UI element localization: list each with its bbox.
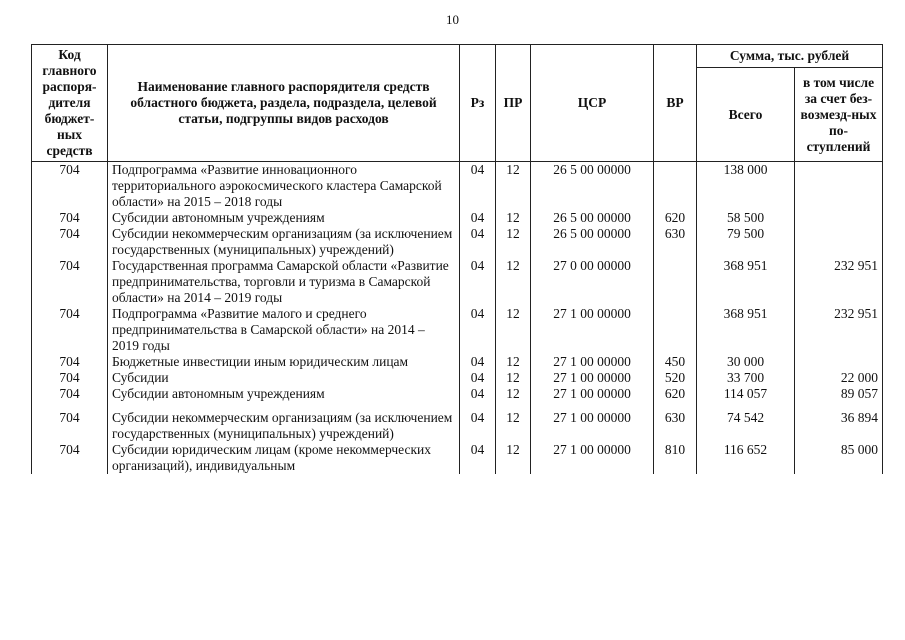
row-incl: 22 000 xyxy=(795,370,883,386)
table-row xyxy=(32,370,883,386)
row-csr: 26 5 00 00000 xyxy=(531,162,654,211)
row-csr: 27 1 00 00000 xyxy=(531,306,654,354)
row-csr: 27 0 00 00000 xyxy=(531,258,654,306)
row-incl xyxy=(795,162,883,211)
row-total: 58 500 xyxy=(697,210,795,226)
header-sum-group: Сумма, тыс. рублей xyxy=(697,45,883,68)
row-name: Субсидии некоммерческим организациям (за исключением государственных (муниципальных) учреждений) xyxy=(108,402,460,442)
row-vr: 630 xyxy=(654,226,697,258)
row-pr: 12 xyxy=(496,442,531,474)
row-incl xyxy=(795,210,883,226)
row-rz: 04 xyxy=(460,442,496,474)
row-csr: 26 5 00 00000 xyxy=(531,226,654,258)
row-incl: 85 000 xyxy=(795,442,883,474)
row-total: 368 951 xyxy=(697,306,795,354)
row-name: Субсидии автономным учреждениям xyxy=(108,386,460,402)
table-row xyxy=(32,306,883,354)
row-vr: 620 xyxy=(654,386,697,402)
row-code: 704 xyxy=(32,370,108,386)
row-rz: 04 xyxy=(460,258,496,306)
table-row xyxy=(32,442,883,474)
row-total: 33 700 xyxy=(697,370,795,386)
row-csr: 27 1 00 00000 xyxy=(531,402,654,442)
header-incl: в том числе за счет без-возмезд-ных по-ступлений xyxy=(795,68,883,162)
row-pr: 12 xyxy=(496,162,531,211)
row-rz: 04 xyxy=(460,386,496,402)
row-vr xyxy=(654,162,697,211)
row-code: 704 xyxy=(32,226,108,258)
table-row xyxy=(32,226,883,258)
table-row xyxy=(32,258,883,306)
row-vr xyxy=(654,258,697,306)
table-row xyxy=(32,402,883,442)
row-total: 30 000 xyxy=(697,354,795,370)
row-csr: 27 1 00 00000 xyxy=(531,442,654,474)
row-pr: 12 xyxy=(496,210,531,226)
row-pr: 12 xyxy=(496,306,531,354)
row-vr: 450 xyxy=(654,354,697,370)
row-name: Государственная программа Самарской области «Развитие предпринимательства, торговли и туризма в Самарской области» на 2014 – 2019 годы xyxy=(108,258,460,306)
row-vr: 810 xyxy=(654,442,697,474)
row-incl xyxy=(795,354,883,370)
header-total: Всего xyxy=(697,68,795,162)
header-code: Код главного распоря-дителя бюджет-ных средств xyxy=(32,45,108,162)
row-rz: 04 xyxy=(460,402,496,442)
row-csr: 27 1 00 00000 xyxy=(531,354,654,370)
row-name: Бюджетные инвестиции иным юридическим лицам xyxy=(108,354,460,370)
row-name: Подпрограмма «Развитие малого и среднего предпринимательства в Самарской области» на 2014 – 2019 годы xyxy=(108,306,460,354)
row-code: 704 xyxy=(32,402,108,442)
row-code: 704 xyxy=(32,442,108,474)
row-code: 704 xyxy=(32,354,108,370)
row-incl: 232 951 xyxy=(795,306,883,354)
row-code: 704 xyxy=(32,386,108,402)
row-name: Субсидии xyxy=(108,370,460,386)
row-incl xyxy=(795,226,883,258)
row-pr: 12 xyxy=(496,370,531,386)
row-csr: 26 5 00 00000 xyxy=(531,210,654,226)
row-vr: 620 xyxy=(654,210,697,226)
row-name: Субсидии автономным учреждениям xyxy=(108,210,460,226)
row-total: 79 500 xyxy=(697,226,795,258)
header-pr: ПР xyxy=(496,45,531,162)
row-name: Подпрограмма «Развитие инновационного территориального аэрокосмического кластера Самарской области» на 2015 – 2018 годы xyxy=(108,162,460,211)
row-pr: 12 xyxy=(496,226,531,258)
row-total: 116 652 xyxy=(697,442,795,474)
row-vr: 520 xyxy=(654,370,697,386)
header-row-1 xyxy=(32,45,883,68)
row-rz: 04 xyxy=(460,226,496,258)
row-rz: 04 xyxy=(460,354,496,370)
header-vr: ВР xyxy=(654,45,697,162)
page-number: 10 xyxy=(446,12,459,27)
row-rz: 04 xyxy=(460,162,496,211)
table-row xyxy=(32,386,883,402)
row-total: 114 057 xyxy=(697,386,795,402)
row-pr: 12 xyxy=(496,354,531,370)
header-csr: ЦСР xyxy=(531,45,654,162)
row-pr: 12 xyxy=(496,386,531,402)
row-code: 704 xyxy=(32,162,108,211)
row-incl: 89 057 xyxy=(795,386,883,402)
header-rz: Рз xyxy=(460,45,496,162)
row-total: 74 542 xyxy=(697,402,795,442)
row-incl: 36 894 xyxy=(795,402,883,442)
row-vr: 630 xyxy=(654,402,697,442)
row-name: Субсидии некоммерческим организациям (за исключением государственных (муниципальных) учреждений) xyxy=(108,226,460,258)
row-rz: 04 xyxy=(460,370,496,386)
row-incl: 232 951 xyxy=(795,258,883,306)
row-total: 138 000 xyxy=(697,162,795,211)
row-vr xyxy=(654,306,697,354)
row-csr: 27 1 00 00000 xyxy=(531,370,654,386)
header-name: Наименование главного распорядителя средств областного бюджета, раздела, подраздела, целевой статьи, подгруппы видов расходов xyxy=(108,45,460,162)
row-pr: 12 xyxy=(496,258,531,306)
table-row xyxy=(32,162,883,211)
row-total: 368 951 xyxy=(697,258,795,306)
row-code: 704 xyxy=(32,258,108,306)
row-csr: 27 1 00 00000 xyxy=(531,386,654,402)
table-row xyxy=(32,210,883,226)
row-rz: 04 xyxy=(460,210,496,226)
budget-table xyxy=(31,44,883,474)
row-rz: 04 xyxy=(460,306,496,354)
table-row xyxy=(32,354,883,370)
row-pr: 12 xyxy=(496,402,531,442)
row-code: 704 xyxy=(32,210,108,226)
row-name: Субсидии юридическим лицам (кроме некоммерческих организаций), индивидуальным xyxy=(108,442,460,474)
row-code: 704 xyxy=(32,306,108,354)
